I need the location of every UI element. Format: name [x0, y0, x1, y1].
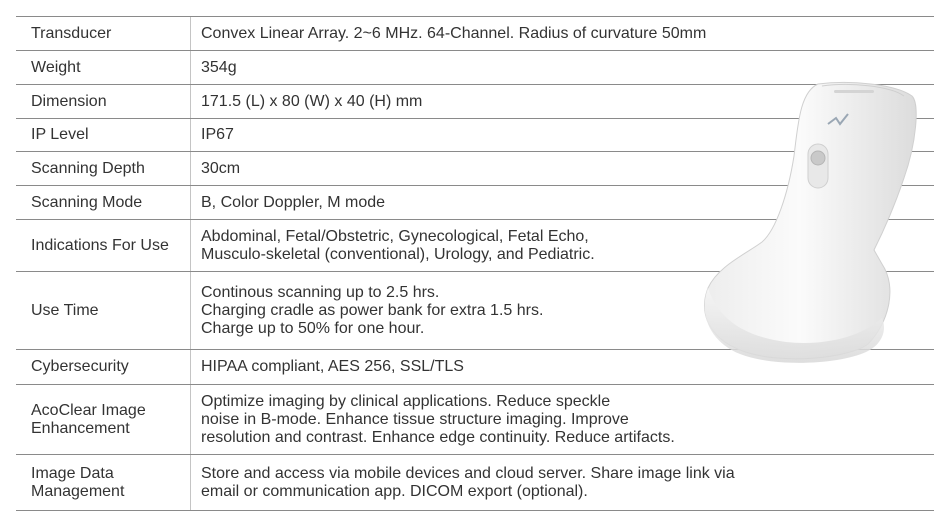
spec-value-line: noise in B-mode. Enhance tissue structure imaging. Improve — [201, 410, 629, 428]
spec-value-line: resolution and contrast. Enhance edge continuity. Reduce artifacts. — [201, 428, 675, 446]
spec-value-line: Optimize imaging by clinical applications. Reduce speckle — [201, 392, 611, 410]
spec-row-weight — [16, 51, 934, 85]
spec-row-use-time — [16, 272, 934, 350]
spec-value-line: email or communication app. DICOM export (optional). — [201, 482, 588, 500]
spec-label: AcoClear Image Enhancement — [16, 385, 191, 454]
spec-value-line: Store and access via mobile devices and cloud server. Share image link via — [201, 464, 735, 482]
spec-value — [191, 51, 934, 84]
spec-row-indications — [16, 220, 934, 272]
spec-row-scanning-mode — [16, 186, 934, 220]
spec-label: Scanning Mode — [16, 186, 191, 219]
spec-value — [191, 272, 934, 349]
spec-value — [191, 350, 934, 384]
spec-label: Transducer — [16, 17, 191, 50]
spec-value — [191, 119, 934, 151]
spec-value-line: HIPAA compliant, AES 256, SSL/TLS — [201, 358, 464, 375]
spec-row-image-data — [16, 455, 934, 511]
spec-label: Indications For Use — [16, 220, 191, 271]
spec-value-line: Charge up to 50% for one hour. — [201, 319, 425, 337]
spec-value-line: IP67 — [201, 126, 234, 143]
spec-value — [191, 385, 934, 454]
spec-value — [191, 17, 934, 50]
spec-value-line: Musculo-skeletal (conventional), Urology, and Pediatric. — [201, 245, 595, 263]
spec-value-line: Charging cradle as power bank for extra 1.5 hrs. — [201, 301, 544, 319]
spec-value-line: 354g — [201, 58, 237, 76]
spec-value-line: Continous scanning up to 2.5 hrs. — [201, 283, 440, 301]
spec-value — [191, 455, 934, 510]
spec-label: Cybersecurity — [16, 350, 191, 384]
spec-label: Dimension — [16, 85, 191, 118]
spec-value-line: Abdominal, Fetal/Obstetric, Gynecological, Fetal Echo, — [201, 227, 589, 245]
spec-row-acoclear — [16, 385, 934, 455]
spec-value-line: 171.5 (L) x 80 (W) x 40 (H) mm — [201, 92, 423, 110]
spec-value — [191, 152, 934, 185]
spec-row-cybersecurity — [16, 350, 934, 385]
spec-label: Weight — [16, 51, 191, 84]
spec-label: IP Level — [16, 119, 191, 151]
spec-row-ip-level — [16, 119, 934, 152]
spec-row-scanning-depth — [16, 152, 934, 186]
spec-value — [191, 186, 934, 219]
spec-label: Scanning Depth — [16, 152, 191, 185]
spec-row-transducer — [16, 17, 934, 51]
spec-value-line: 30cm — [201, 159, 241, 177]
spec-value-line: Convex Linear Array. 2~6 MHz. 64-Channel. Radius of curvature 50mm — [201, 24, 707, 42]
spec-label: Image Data Management — [16, 455, 191, 510]
spec-row-dimension — [16, 85, 934, 119]
spec-value-line: B, Color Doppler, M mode — [201, 193, 386, 211]
spec-value — [191, 85, 934, 118]
spec-value — [191, 220, 934, 271]
spec-label: Use Time — [16, 272, 191, 349]
spec-table — [16, 16, 934, 511]
